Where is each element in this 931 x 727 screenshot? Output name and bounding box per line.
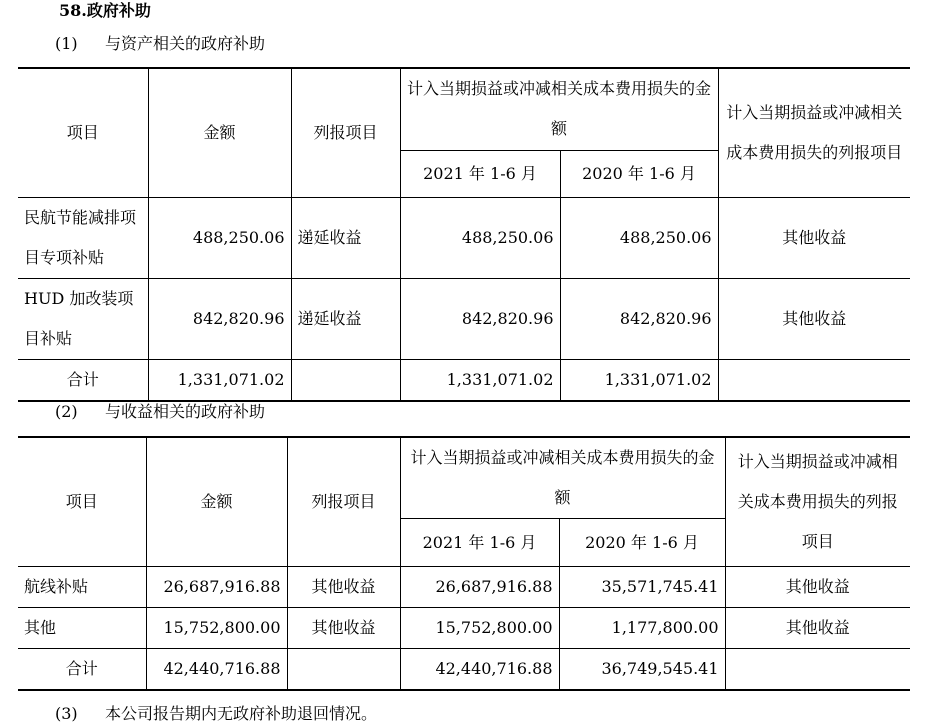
total-report-item-empty	[287, 649, 400, 691]
header-2021-h1: 2021 年 1-6 月	[400, 519, 559, 567]
header-period-amount-group: 计入当期损益或冲减相关成本费用损失的金额	[400, 437, 725, 519]
row-amount: 842,820.96	[148, 278, 291, 359]
header-2020-h1: 2020 年 1-6 月	[560, 150, 718, 197]
total-income-report-item-empty	[725, 649, 910, 691]
row-income-report-item: 其他收益	[725, 567, 910, 608]
row-amount: 488,250.06	[148, 197, 291, 278]
header-report-item: 列报项目	[291, 68, 400, 197]
part1-title: 与资产相关的政府补助	[105, 34, 266, 53]
header-2020-h1: 2020 年 1-6 月	[559, 519, 725, 567]
row-item: 其他	[18, 608, 146, 649]
total-2020-h1: 36,749,545.41	[559, 649, 725, 691]
total-2021-h1: 1,331,071.02	[400, 359, 560, 401]
header-income-report-item: 计入当期损益或冲减相关成本费用损失的列报项目	[725, 437, 910, 567]
table-row	[18, 608, 910, 649]
row-report-item: 其他收益	[287, 567, 400, 608]
total-row	[18, 359, 910, 401]
part2-subheading	[55, 401, 265, 423]
row-2021-h1: 26,687,916.88	[400, 567, 559, 608]
row-item: 民航节能减排项目专项补贴	[18, 197, 148, 278]
table-row	[18, 278, 910, 359]
income-subsidy-table	[18, 436, 910, 691]
row-2021-h1: 842,820.96	[400, 278, 560, 359]
total-report-item-empty	[291, 359, 400, 401]
part3-note	[55, 703, 377, 725]
row-report-item: 递延收益	[291, 278, 400, 359]
header-period-amount-group: 计入当期损益或冲减相关成本费用损失的金额	[400, 68, 718, 150]
part1-subheading	[55, 33, 265, 55]
total-2020-h1: 1,331,071.02	[560, 359, 718, 401]
row-2021-h1: 488,250.06	[400, 197, 560, 278]
row-income-report-item: 其他收益	[718, 278, 910, 359]
header-income-report-item: 计入当期损益或冲减相关成本费用损失的列报项目	[718, 68, 910, 197]
section-title: 58.政府补助	[59, 1, 151, 20]
part1-number: (1)	[55, 34, 78, 53]
row-2021-h1: 15,752,800.00	[400, 608, 559, 649]
row-2020-h1: 488,250.06	[560, 197, 718, 278]
row-income-report-item: 其他收益	[725, 608, 910, 649]
table-row	[18, 197, 910, 278]
header-amount: 金额	[148, 68, 291, 197]
part3-text: 本公司报告期内无政府补助退回情况。	[105, 704, 378, 723]
header-item: 项目	[18, 68, 148, 197]
total-amount: 1,331,071.02	[148, 359, 291, 401]
asset-subsidy-table	[18, 67, 910, 402]
row-report-item: 其他收益	[287, 608, 400, 649]
header-item: 项目	[18, 437, 146, 567]
row-income-report-item: 其他收益	[718, 197, 910, 278]
row-item: 航线补贴	[18, 567, 146, 608]
part3-number: (3)	[55, 704, 78, 723]
row-2020-h1: 35,571,745.41	[559, 567, 725, 608]
total-income-report-item-empty	[718, 359, 910, 401]
row-item: HUD 加改装项目补贴	[18, 278, 148, 359]
row-amount: 15,752,800.00	[146, 608, 287, 649]
total-2021-h1: 42,440,716.88	[400, 649, 559, 691]
row-2020-h1: 1,177,800.00	[559, 608, 725, 649]
total-row	[18, 649, 910, 691]
total-label: 合计	[18, 649, 146, 691]
part2-title: 与收益相关的政府补助	[105, 402, 266, 421]
header-2021-h1: 2021 年 1-6 月	[400, 150, 560, 197]
total-amount: 42,440,716.88	[146, 649, 287, 691]
row-2020-h1: 842,820.96	[560, 278, 718, 359]
header-report-item: 列报项目	[287, 437, 400, 567]
part2-number: (2)	[55, 402, 78, 421]
row-report-item: 递延收益	[291, 197, 400, 278]
row-amount: 26,687,916.88	[146, 567, 287, 608]
table-row	[18, 567, 910, 608]
header-amount: 金额	[146, 437, 287, 567]
total-label: 合计	[18, 359, 148, 401]
